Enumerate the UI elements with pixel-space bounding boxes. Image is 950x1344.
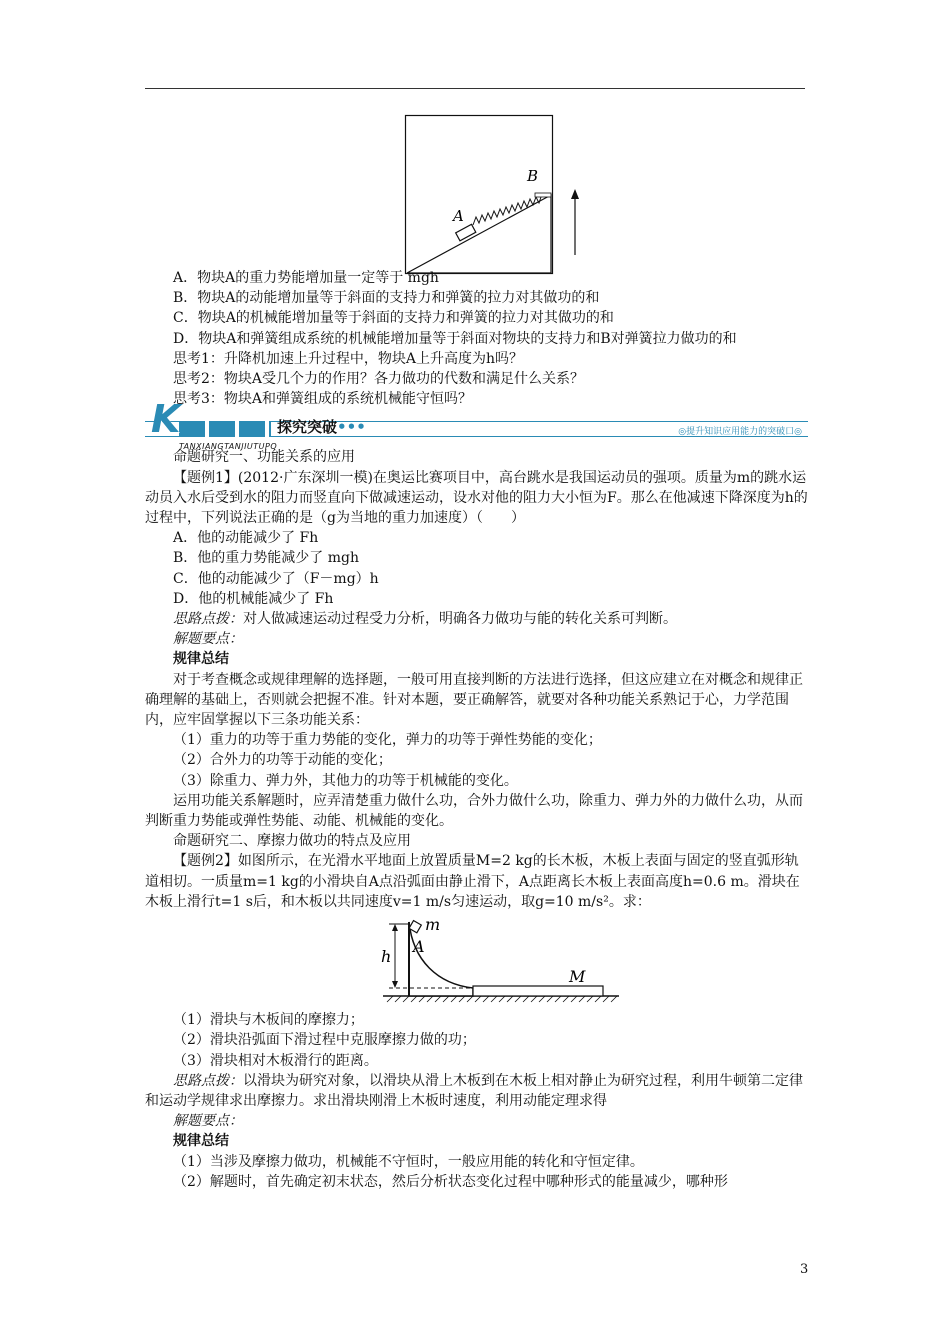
label-h: h — [381, 947, 392, 967]
q1-item-2: （2）合外力的功等于动能的变化； — [173, 752, 392, 769]
q1-hint-label: 思路点拨： — [173, 611, 243, 628]
slide-board-figure — [383, 916, 623, 1008]
q1-item-3: （3）除重力、弹力外，其他力的功等于机械能的变化。 — [173, 772, 518, 789]
block-a — [456, 224, 476, 240]
option-a: A．物块A的重力势能增加量一定等于 mgh — [173, 270, 439, 286]
spring — [473, 197, 541, 225]
ground-hatch — [387, 996, 617, 1002]
question-1: 【题例1】(2012·广东深圳一模)在奥运比赛项目中，高台跳水是我国运动员的强项。质量为m的跳水运动员入水后受到水的阻力而竖直向下做减速运动，设水对他的阻力大小恒为F。那么在他减速下降深度为h的过程中，下列说法正确的是（g为当地的重力加速度）（ ） — [145, 469, 808, 527]
q2-ask-1: （1）滑块与木板间的摩擦力； — [173, 1012, 364, 1029]
height-arrow-down-icon — [392, 981, 398, 988]
q2-item-1: （1）当涉及摩擦力做功，机械能不守恒时，一般应用能的转化和守恒定律。 — [173, 1153, 644, 1170]
q1-hint-text: 对人做减速运动过程受力分析，明确各力做功与能的转化关系可判断。 — [243, 611, 677, 628]
label-m: m — [425, 915, 441, 935]
q2-hint — [145, 1071, 808, 1111]
incline-spring-figure — [405, 115, 585, 275]
q1-hint — [145, 609, 808, 629]
banner-dots: ••• — [337, 418, 366, 437]
label-big-m: M — [569, 967, 586, 987]
label-a2: A — [413, 937, 425, 957]
banner-title — [277, 417, 366, 437]
arc-track — [409, 922, 473, 996]
q1-option-d: D．他的机械能减少了 Fh — [173, 590, 334, 607]
q1-option-b: B．他的重力势能减少了 mgh — [173, 550, 359, 567]
q2-summary-title: 规律总结 — [173, 1133, 229, 1150]
page-number: 3 — [800, 1262, 809, 1277]
section1-heading: 命题研究一、功能关系的应用 — [173, 449, 355, 466]
incline — [407, 195, 551, 273]
banner-tagline: ◎提升知识应用能力的突破口◎ — [678, 427, 802, 438]
q1-option-c: C．他的动能减少了（F－mg）h — [173, 570, 379, 587]
q2-item-2: （2）解题时，首先确定初末状态，然后分析状态变化过程中哪种形式的能量减少，哪种形 — [173, 1173, 728, 1190]
wall-b — [535, 193, 551, 197]
think-2: 思考2：物块A受几个力的作用？各力做功的代数和满足什么关系？ — [173, 371, 585, 388]
q1-summary: 对于考查概念或规律理解的选择题，一般可用直接判断的方法进行选择，但这应建立在对概念和规律正确理解的基础上，否则就会把握不准。针对本题，要正确解答，就要对各种功能关系熟记于心，力学范围内，应牢固掌握以下三条功能关系： — [145, 671, 803, 729]
q1-summary-title: 规律总结 — [173, 651, 229, 668]
banner-subtitle: TANXIANGTANJIUTUPO — [179, 442, 278, 452]
option-c: C．物块A的机械能增加量等于斜面的支持力和弹簧的拉力对其做功的和 — [173, 310, 614, 327]
banner-title-text: 探究突破 — [277, 418, 338, 437]
label-a: A — [453, 207, 464, 225]
option-d: D．物块A和弹簧组成系统的机械能增加量等于斜面对物块的支持力和B对弹簧拉力做功的和 — [173, 330, 737, 347]
option-b: B．物块A的动能增加量等于斜面的支持力和弹簧的拉力对其做功的和 — [173, 290, 600, 307]
header-rule — [145, 88, 805, 89]
q2-hint-label: 思路点拨： — [173, 1072, 243, 1089]
q2-hint-text: 以滑块为研究对象，以滑块从滑上木板到在木板上相对静止为研究过程，利用牛顿第二定律和运动学规律求出摩擦力。求出滑块刚滑上木板时速度，利用动能定理求得 — [145, 1072, 803, 1109]
think-1: 思考1：升降机加速上升过程中，物块A上升高度为h吗？ — [173, 350, 524, 367]
q1-option-a: A．他的动能减少了 Fh — [173, 530, 319, 547]
up-arrow-icon — [571, 189, 579, 199]
page-body — [145, 268, 808, 1192]
q1-key-points: 解题要点： — [173, 631, 243, 648]
banner-k-logo: K — [151, 397, 181, 442]
section2-heading: 命题研究二、摩擦力做功的特点及应用 — [173, 833, 411, 850]
q2-ask-2: （2）滑块沿弧面下滑过程中克服摩擦力做的功； — [173, 1032, 476, 1049]
height-arrow-up-icon — [392, 924, 398, 931]
question-2: 【题例2】如图所示，在光滑水平地面上放置质量M=2 kg的长木板，木板上表面与固定的竖直弧形轨道相切。一质量m=1 kg的小滑块自A点沿弧面由静止滑下，A点距离长木板上表面高度h=0.6 m。滑块在木板上滑行t=1 s后，和木板以共同速度v=1 m/s匀速运动，取g=10 m/s²。求： — [145, 853, 800, 910]
label-b: B — [527, 167, 539, 185]
q2-key-points: 解题要点： — [173, 1113, 243, 1130]
q1-item-1: （1）重力的功等于重力势能的变化，弹力的功等于弹性势能的变化； — [173, 732, 602, 749]
q2-ask-3: （3）滑块相对木板滑行的距离。 — [173, 1052, 378, 1069]
q1-closing: 运用功能关系解题时，应弄清楚重力做什么功，合外力做什么功，除重力、弹力外的力做什么功，从而判断重力势能或弹性势能、动能、机械能的变化。 — [145, 792, 803, 830]
banner-blocks — [179, 421, 271, 437]
elevator-box — [406, 116, 553, 274]
think-3: 思考3：物块A和弹簧组成的系统机械能守恒吗？ — [173, 391, 473, 408]
wooden-board — [473, 986, 603, 996]
